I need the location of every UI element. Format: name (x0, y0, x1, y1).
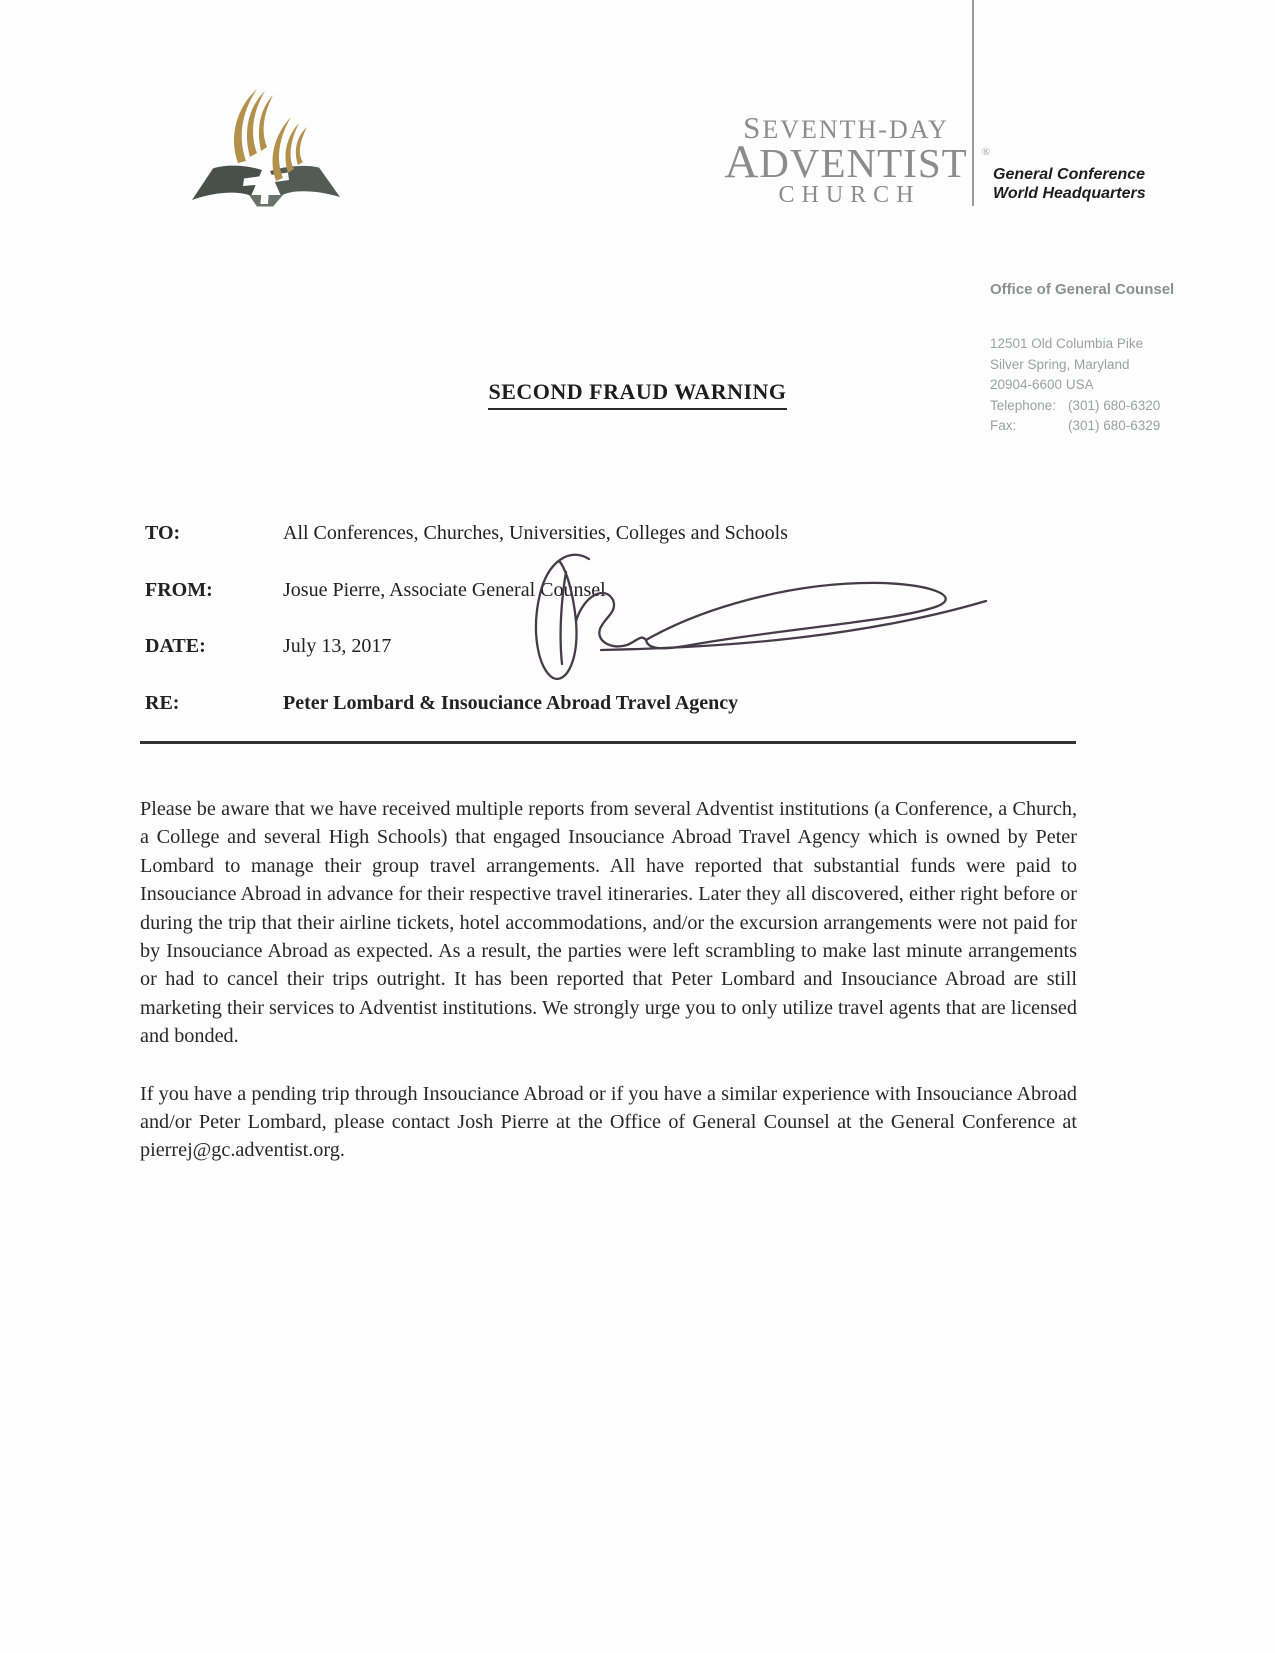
fax-label: Fax: (990, 418, 1017, 433)
date-label: DATE: (145, 635, 206, 657)
from-label: FROM: (145, 579, 213, 601)
wordmark-line-seventh-day: SEVENTH-DAY (743, 110, 949, 145)
memo-separator-rule (140, 741, 1076, 744)
date-value: July 13, 2017 (283, 635, 392, 657)
memo-row-from (145, 579, 606, 602)
org-block (993, 165, 1146, 203)
document-title-wrap (0, 379, 1275, 410)
to-label: TO: (145, 522, 181, 544)
wordmark-line-church: CHURCH (778, 182, 921, 208)
telephone-number: (301) 680-6320 (1068, 397, 1161, 413)
to-value: All Conferences, Churches, Universities, Colleges and Schools (283, 522, 788, 544)
adventist-flame-book-logo-icon (185, 83, 345, 208)
address-street: 12501 Old Columbia Pike (990, 336, 1144, 351)
org-line-general-conference: General Conference (993, 166, 1146, 183)
letterhead-vertical-divider (972, 0, 974, 206)
memo-row-to (145, 522, 788, 545)
body-paragraph-2: If you have a pending trip through Insouciance Abroad or if you have a similar experience with Insouciance Abroad and/or Peter Lombard, please contact Josh Pierre at the Office of General Counsel at the General Conference at pierrej@gc.adventist.org. (140, 1082, 1077, 1162)
re-label: RE: (145, 692, 180, 714)
wordmark-line-adventist: ADVENTIST (724, 136, 968, 188)
document-title: SECOND FRAUD WARNING (488, 379, 786, 410)
letter-body (140, 795, 1077, 1165)
re-value: Peter Lombard & Insouciance Abroad Travel Agency (283, 692, 739, 714)
office-of-general-counsel-label: Office of General Counsel (990, 281, 1175, 298)
church-wordmark (710, 110, 990, 209)
from-value: Josue Pierre, Associate General Counsel (283, 579, 606, 601)
fax-row (990, 416, 1160, 437)
telephone-label: Telephone: (990, 397, 1057, 413)
handwritten-signature-graphic (480, 540, 1020, 690)
address-city: Silver Spring, Maryland (990, 356, 1130, 372)
org-line-world-headquarters: World Headquarters (993, 185, 1146, 202)
fax-number: (301) 680-6329 (1068, 418, 1161, 433)
memo-row-date (145, 635, 391, 658)
address-zip: 20904-6600 USA (990, 377, 1094, 392)
body-paragraph-1: Please be aware that we have received multiple reports from several Adventist institutions (a Conference, a Church, a College and several High Schools) that engaged Insouciance Abroad Travel Agency which is owned by Peter Lombard to manage their group travel arrangements. All have reported that substantial funds were paid to Insouciance Abroad in advance for their respective travel itineraries. Later they all discovered, either right before or during the trip that their airline tickets, hotel accommodations, and/or the excursion arrangements were not paid for by Insouciance Abroad as expected. As a result, the parties were left scrambling to make last minute arrangements or had to cancel their trips outright. It has been reported that Peter Lombard and Insouciance Abroad are still marketing their services to Adventist institutions. We strongly urge you to only utilize travel agents that are licensed and bonded. (140, 798, 1077, 1048)
registered-trademark-symbol: ® (981, 146, 990, 158)
memo-row-re (145, 692, 738, 715)
